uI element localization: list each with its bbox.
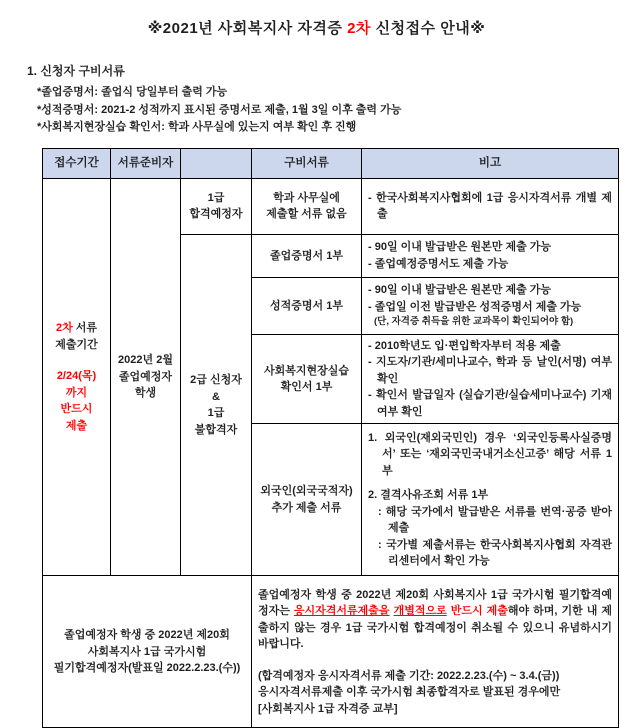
- period-docs: 서류: [72, 322, 98, 335]
- footer-left-line: 필기합격예정자(발표일 2022.2.23.(수)): [53, 662, 241, 675]
- deadline-submit: 제출: [65, 419, 88, 432]
- document-line: 추가 제출 서류: [271, 501, 342, 514]
- footer-text-red: 반드시 제출: [450, 605, 508, 618]
- remarks-cell: [362, 277, 619, 334]
- title-round-highlight: 2차: [347, 20, 371, 37]
- applicant-line: 2급 신청자: [190, 374, 242, 387]
- footer-text-red-underline: 응시자격서류제출을: [293, 605, 390, 618]
- remark-numbered-item: 2. 결격사유조회 서류 1부: [368, 489, 489, 502]
- document-cell: [252, 178, 362, 234]
- remark-small-note: (단, 자격증 취득을 위한 교과목이 확인되어야 함): [374, 316, 574, 328]
- document-line: 외국인(외국국적자): [260, 485, 353, 498]
- preparer-line: 2022년 2월: [118, 354, 173, 367]
- note-line: *성적증명서: 2021-2 성적까지 표시된 증명서로 제출, 1월 3일 이후 출력 가능: [37, 103, 402, 116]
- period-round: 2차: [55, 322, 73, 335]
- period-cell: [43, 178, 111, 576]
- footer-right-cell: [252, 576, 619, 728]
- footer-paragraph-warning: [258, 587, 612, 653]
- document-line: 사회복지현장실습: [263, 364, 349, 377]
- document-line: 학과 사무실에: [273, 191, 340, 204]
- footer-paragraph-period: (합격예정자 응시자격서류 제출 기간: 2022.2.23.(수) ~ 3.4.(금)): [258, 669, 560, 682]
- table-footer-row: [43, 576, 619, 728]
- period-label: 제출기간: [55, 338, 98, 351]
- applicant-line: 1급: [207, 191, 225, 204]
- applicant-line: &: [212, 390, 220, 403]
- requirements-table: [42, 148, 619, 728]
- remark-line: - 졸업예정증명서도 제출 가능: [368, 257, 509, 270]
- applicant-group-main: [181, 234, 252, 576]
- applicant-line: 합격예정자: [189, 208, 243, 221]
- deadline-must: 반드시: [60, 403, 93, 416]
- remarks-cell: [362, 234, 619, 277]
- preparer-line: 학생: [134, 387, 157, 400]
- header-documents: 구비서류: [252, 148, 362, 178]
- remarks-cell: [362, 424, 619, 576]
- document-line: 졸업증명서 1부: [270, 249, 343, 262]
- note-line: *사회복지현장실습 확인서: 학과 사무실에 있는지 여부 확인 후 진행: [37, 121, 357, 134]
- applicant-line: 1급: [207, 407, 225, 420]
- applicant-line: 불합격자: [194, 423, 238, 436]
- document-title: [0, 0, 633, 38]
- document-cell: [252, 334, 362, 424]
- header-empty: [181, 148, 252, 178]
- remarks-cell: [362, 334, 619, 424]
- section-heading: 1. 신청자 구비서류: [27, 64, 125, 78]
- footer-text-red-underline: 개별적으로: [393, 605, 447, 618]
- document-cell: [252, 234, 362, 277]
- document-cell: [252, 424, 362, 576]
- deadline-date: 2/24(목): [56, 370, 97, 383]
- header-period: 접수기간: [43, 148, 111, 178]
- remark-line: - 지도자/기관/세미나교수, 학과 등 날인(서명) 여부 확인: [368, 356, 612, 385]
- footer-paragraph-condition: 응시자격서류제출 이후 국가시험 최종합격자로 발표된 경우에만: [258, 686, 561, 699]
- footer-left-cell: [43, 576, 252, 728]
- footer-paragraph-issue: [사회복지사 1급 자격증 교부]: [258, 702, 398, 715]
- footer-text: 졸업예정자 학생 중 2022년 제20회 사회복지사 1급 국가시험 필기합격예정자는: [258, 588, 612, 618]
- title-text-end: 신청접수 안내※: [370, 20, 486, 37]
- remark-sub-item: : 해당 국가에서 발급받은 서류를 번역·공증 받아 제출: [378, 505, 612, 535]
- header-remarks: 비고: [362, 148, 619, 178]
- document-line: 제출할 서류 없음: [266, 208, 347, 221]
- remark-line: - 한국사회복지사협회에 1급 응시자격서류 개별 제출: [368, 191, 612, 221]
- remark-line: - 2010학년도 입·편입학자부터 적용 제출: [368, 339, 561, 352]
- document-line: 확인서 1부: [280, 381, 333, 394]
- preparer-cell: [111, 178, 181, 576]
- remark-line: - 90일 이내 발급받은 원본만 제출 가능: [368, 284, 551, 297]
- note-line: *졸업증명서: 졸업식 당일부터 출력 가능: [37, 86, 228, 98]
- table-header-row: [43, 148, 619, 178]
- footer-left-line: 사회복지사 1급 국가시험: [87, 645, 207, 658]
- table-row: [43, 178, 619, 234]
- remark-sub-item: : 국가별 제출서류는 한국사회복지사협회 자격관리센터에서 확인 가능: [378, 538, 612, 568]
- document-line: 성적증명서 1부: [270, 299, 343, 312]
- title-text: ※2021년 사회복지사 자격증: [147, 20, 348, 37]
- footer-left-line: 졸업예정자 학생 중 2022년 제20회: [64, 629, 230, 642]
- remark-line: - 졸업일 이전 발급받은 성적증명서 제출 가능: [368, 300, 582, 313]
- remark-line: - 90일 이내 발급받은 원본만 제출 가능: [368, 241, 551, 254]
- remark-line: - 확인서 발급일자 (실습기관/실습세미나교수) 기재여부 확인: [368, 389, 612, 418]
- footer-text: 해야 하며, 기한 내 제출하지 않는 경우 1급 국가시험 합격예정이 취소될 수 있으니 유념하시기 바랍니다.: [258, 605, 612, 651]
- preparer-line: 졸업예정자: [118, 370, 173, 383]
- intro-notes: [37, 84, 633, 137]
- header-preparer: 서류준비자: [111, 148, 181, 178]
- document-cell: [252, 277, 362, 334]
- remark-numbered-item: 1. 외국인(재외국민인) 경우 ‘외국인등록사실증명서’ 또는 ‘재외국민국내거소신고증’ 해당 서류 1부: [368, 431, 612, 477]
- applicant-group-passers: [181, 178, 252, 234]
- deadline-until: 까지: [65, 386, 88, 399]
- remarks-cell: [362, 178, 619, 234]
